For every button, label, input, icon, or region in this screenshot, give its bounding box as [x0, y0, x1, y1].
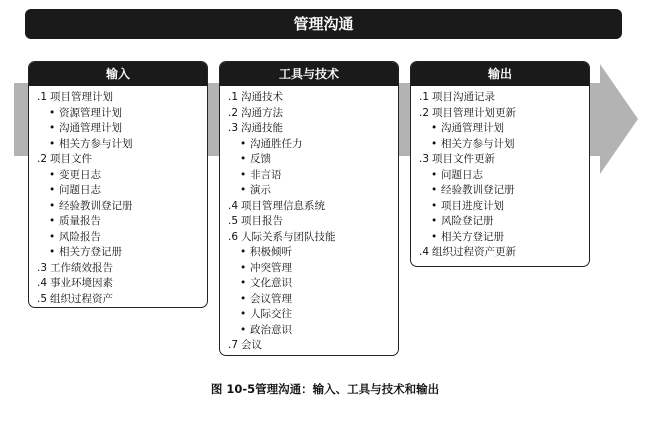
- item-number: .6: [228, 230, 239, 243]
- item-number: .3: [228, 122, 239, 134]
- list-item: [228, 230, 390, 246]
- item-text: 经验教训登记册: [59, 199, 133, 212]
- item-text: 组织过程资产更新: [432, 246, 516, 258]
- item-text: 相关方登记册: [59, 246, 122, 258]
- item-text: 问题日志: [441, 168, 483, 181]
- item-number: .1: [228, 91, 239, 103]
- item-text: 变更日志: [59, 168, 101, 181]
- item-text: 人际关系与团队技能: [241, 230, 336, 243]
- item-number: .4: [419, 246, 430, 258]
- inputs-list: [29, 86, 207, 307]
- list-subitem: [419, 214, 581, 230]
- item-text: 文化意识: [250, 277, 292, 289]
- item-text: 会议管理: [250, 292, 292, 305]
- list-item: [37, 90, 199, 106]
- item-number: .1: [37, 91, 48, 103]
- item-text: 项目管理计划: [50, 91, 113, 103]
- list-subitem: [37, 121, 199, 137]
- item-number: .4: [228, 199, 239, 212]
- list-subitem: [228, 137, 390, 153]
- list-subitem: [228, 152, 390, 168]
- list-subitem: [228, 183, 390, 199]
- list-subitem: [228, 168, 390, 184]
- item-text: 相关方参与计划: [59, 137, 133, 150]
- item-text: 经验教训登记册: [441, 184, 515, 196]
- figure-caption: 图 10-5管理沟通：输入、工具与技术和输出: [210, 382, 440, 396]
- list-item: [419, 152, 581, 168]
- item-text: 会议: [241, 339, 262, 351]
- list-subitem: [228, 276, 390, 292]
- inputs-header: 输入: [29, 62, 207, 86]
- list-subitem: [37, 168, 199, 184]
- list-subitem: [419, 121, 581, 137]
- item-text: 项目文件更新: [432, 153, 495, 165]
- item-text: 沟通技能: [241, 122, 283, 134]
- list-subitem: [419, 183, 581, 199]
- item-text: 沟通胜任力: [250, 137, 303, 150]
- item-number: .2: [37, 153, 48, 165]
- item-text: 质量报告: [59, 215, 101, 227]
- item-text: 资源管理计划: [59, 106, 122, 119]
- list-subitem: [419, 199, 581, 215]
- list-subitem: [37, 245, 199, 261]
- item-number: .3: [419, 153, 430, 165]
- list-subitem: [419, 137, 581, 153]
- list-item: [228, 121, 390, 137]
- inputs-panel: [28, 61, 208, 308]
- list-item: [419, 245, 581, 261]
- item-text: 项目沟通记录: [432, 91, 495, 103]
- item-text: 项目进度计划: [441, 199, 504, 212]
- list-subitem: [419, 168, 581, 184]
- item-text: 沟通方法: [241, 106, 283, 119]
- list-subitem: [419, 230, 581, 246]
- item-text: 积极倾听: [250, 246, 292, 258]
- item-number: .4: [37, 277, 48, 289]
- item-text: 风险报告: [59, 230, 101, 243]
- list-item: [228, 199, 390, 215]
- outputs-list: [411, 86, 589, 261]
- item-number: .1: [419, 91, 430, 103]
- list-subitem: [37, 214, 199, 230]
- tools-panel: [219, 61, 399, 356]
- item-text: 相关方登记册: [441, 230, 504, 243]
- item-number: .2: [228, 106, 239, 119]
- item-number: .7: [228, 339, 239, 351]
- item-number: .2: [419, 106, 430, 119]
- list-subitem: [228, 292, 390, 308]
- list-subitem: [228, 261, 390, 277]
- item-text: 项目管理计划更新: [432, 106, 516, 119]
- list-subitem: [228, 307, 390, 323]
- list-item: [37, 292, 199, 308]
- item-text: 项目管理信息系统: [241, 199, 325, 212]
- list-subitem: [37, 137, 199, 153]
- item-text: 冲突管理: [250, 261, 292, 274]
- list-subitem: [37, 230, 199, 246]
- list-item: [37, 276, 199, 292]
- item-number: .5: [37, 292, 48, 305]
- list-subitem: [37, 106, 199, 122]
- item-text: 组织过程资产: [50, 292, 113, 305]
- process-title: 管理沟通: [25, 9, 622, 39]
- item-text: 项目文件: [50, 153, 92, 165]
- list-item: [419, 90, 581, 106]
- item-number: .3: [37, 261, 48, 274]
- list-item: [228, 106, 390, 122]
- item-text: 政治意识: [250, 323, 292, 336]
- list-item: [228, 90, 390, 106]
- item-number: .5: [228, 215, 239, 227]
- outputs-header: 输出: [411, 62, 589, 86]
- item-text: 非言语: [250, 168, 282, 181]
- item-text: 问题日志: [59, 184, 101, 196]
- tools-list: [220, 86, 398, 354]
- item-text: 相关方参与计划: [441, 137, 515, 150]
- item-text: 沟通管理计划: [59, 122, 122, 134]
- list-item: [419, 106, 581, 122]
- list-subitem: [228, 323, 390, 339]
- item-text: 事业环境因素: [50, 277, 113, 289]
- item-text: 反馈: [250, 153, 271, 165]
- item-text: 工作绩效报告: [50, 261, 113, 274]
- item-text: 演示: [250, 184, 271, 196]
- list-item: [37, 152, 199, 168]
- item-text: 项目报告: [241, 215, 283, 227]
- list-subitem: [37, 199, 199, 215]
- item-text: 沟通管理计划: [441, 122, 504, 134]
- list-item: [37, 261, 199, 277]
- item-text: 沟通技术: [241, 91, 283, 103]
- list-item: [228, 338, 390, 354]
- list-subitem: [37, 183, 199, 199]
- item-text: 人际交往: [250, 308, 292, 320]
- item-text: 风险登记册: [441, 215, 494, 227]
- list-subitem: [228, 245, 390, 261]
- outputs-panel: [410, 61, 590, 267]
- tools-header: 工具与技术: [220, 62, 398, 86]
- list-item: [228, 214, 390, 230]
